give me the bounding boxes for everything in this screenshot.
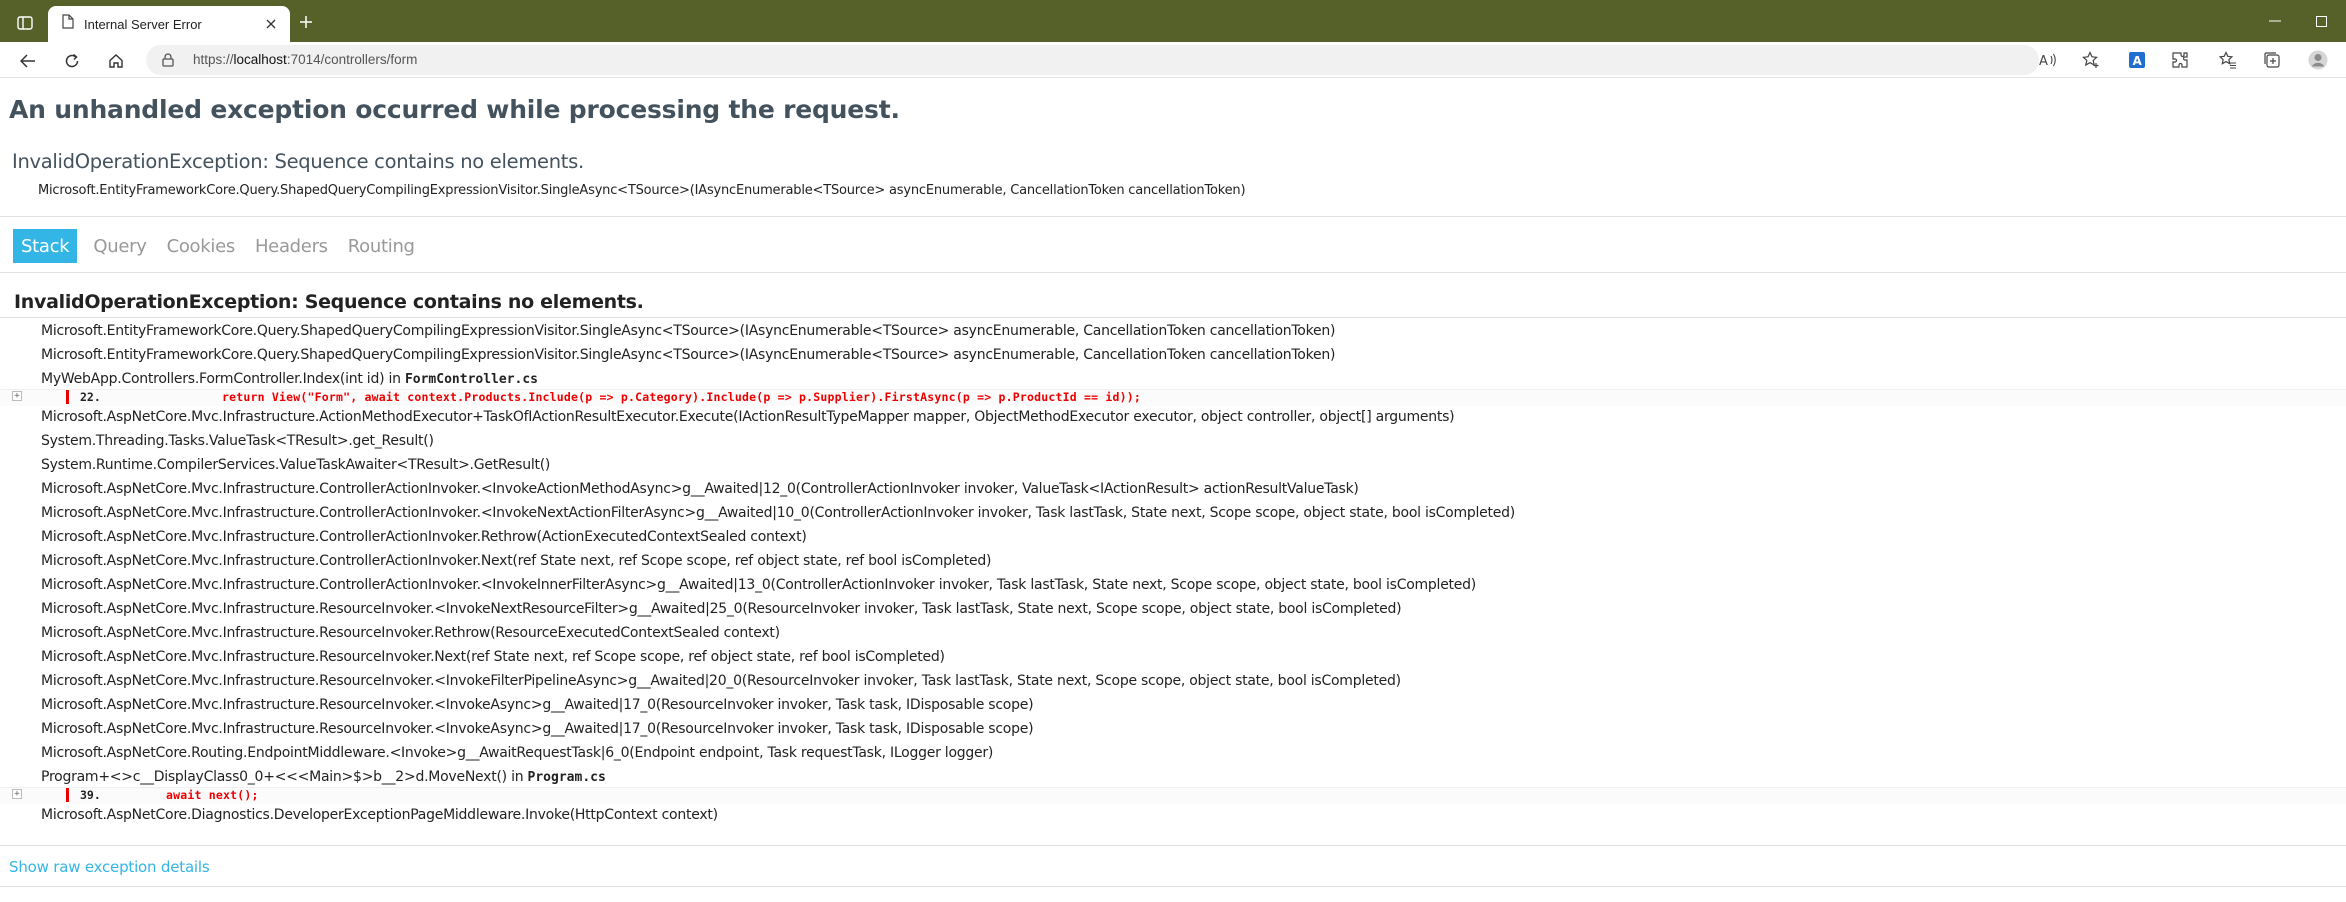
stack-frame [0,368,2346,389]
svg-text:A: A [2039,54,2048,67]
stack-frame-text [41,577,1476,593]
extensions-icon[interactable] [2168,48,2192,72]
lock-icon[interactable] [162,53,174,72]
frame-method: Microsoft.AspNetCore.Mvc.Infrastructure.ControllerActionInvoker.<InvokeActionMethodAsync>g__Awaited|12_0(ControllerActionInvoker invoker, ValueTask<IActionResult> actionResultValueTask) [41,481,1359,497]
frame-method: Microsoft.AspNetCore.Routing.EndpointMiddleware.<Invoke>g__AwaitRequestTask|6_0(Endpoint endpoint, Task requestTask, ILogger logger) [41,745,994,761]
profile-avatar-icon[interactable] [2306,48,2330,72]
error-line-marker [66,788,69,802]
favorites-icon[interactable] [2216,48,2240,72]
refresh-icon[interactable] [59,48,85,74]
stack-frame [0,550,2346,574]
stack-frame [0,454,2346,478]
address-bar[interactable] [146,45,2048,75]
source-line-number: 22. [80,390,101,404]
stack-frame [0,344,2346,368]
home-icon[interactable] [103,48,129,74]
stack-frame [0,574,2346,598]
stack-frame [0,430,2346,454]
svg-text:A: A [2132,54,2142,68]
frame-method: Microsoft.AspNetCore.Mvc.Infrastructure.ResourceInvoker.<InvokeAsync>g__Awaited|17_0(ResourceInvoker invoker, Task task, IDisposable scope) [41,721,1034,737]
frame-method: Microsoft.AspNetCore.Mvc.Infrastructure.ResourceInvoker.Rethrow(ResourceExecutedContextSealed context) [41,625,780,641]
frame-method: MyWebApp.Controllers.FormController.Index(int id) in [41,371,405,387]
url-host: localhost [233,52,287,67]
browser-toolbar [0,42,2346,78]
stack-frame [0,742,2346,766]
stack-frame [0,670,2346,694]
stack-frame-text [41,433,434,449]
frame-method: Microsoft.AspNetCore.Mvc.Infrastructure.ResourceInvoker.<InvokeFilterPipelineAsync>g__Awaited|20_0(ResourceInvoker invoker, Task lastTask, State next, Scope scope, object state, bool isCompleted) [41,673,1401,689]
stack-frame [0,622,2346,646]
frame-method: System.Threading.Tasks.ValueTask<TResult>.get_Result() [41,433,434,449]
expand-source-icon[interactable]: + [12,391,22,401]
tab-actions-icon[interactable] [10,10,40,36]
stack-frame [0,478,2346,502]
stack-frame-text [41,529,807,545]
frame-method: Microsoft.AspNetCore.Diagnostics.DeveloperExceptionPageMiddleware.Invoke(HttpContext context) [41,807,718,823]
new-tab-icon[interactable] [296,12,316,32]
stack-frame [0,598,2346,622]
divider [0,886,2346,887]
stack-frame-text [41,409,1454,425]
url-scheme: https:// [193,52,234,67]
back-icon[interactable] [15,48,41,74]
divider [0,216,2346,217]
frame-method: Microsoft.AspNetCore.Mvc.Infrastructure.ControllerActionInvoker.<InvokeNextActionFilterAsync>g__Awaited|10_0(ControllerActionInvoker invoker, Task lastTask, State next, Scope scope, object state, bool isCompleted) [41,505,1515,521]
stack-frame-text [41,697,1033,713]
divider [0,845,2346,846]
show-raw-exception-link[interactable]: Show raw exception details [9,858,210,876]
exception-summary: InvalidOperationException: Sequence contains no elements. [12,150,584,173]
stack-frame-text [41,553,991,569]
stack-frame-text [41,347,1335,363]
divider [0,317,2346,318]
translator-extension-icon[interactable] [2125,48,2149,72]
stack-frame [0,718,2346,742]
stack-frame [0,502,2346,526]
source-code-line [0,787,2346,804]
tab-query[interactable]: Query [93,235,147,257]
stack-frame [0,526,2346,550]
stack-frames [0,320,2346,828]
stack-frame-text [41,769,606,785]
tab-title: Internal Server Error [84,16,202,32]
stack-frame-text [41,745,993,761]
url-path: :7014/controllers/form [286,52,418,67]
stack-frame-text [41,625,780,641]
url-text[interactable] [193,52,417,67]
stack-frame [0,804,2346,828]
stack-frame [0,766,2346,787]
frame-method: Microsoft.AspNetCore.Mvc.Infrastructure.ControllerActionInvoker.Next(ref State next, ref Scope scope, ref object state, ref bool isCompleted) [41,553,992,569]
stack-frame-text [41,481,1359,497]
stack-heading: InvalidOperationException: Sequence contains no elements. [14,291,644,313]
tab-headers[interactable]: Headers [254,235,328,257]
frame-method: Microsoft.AspNetCore.Mvc.Infrastructure.ResourceInvoker.Next(ref State next, ref Scope scope, ref object state, ref bool isCompleted) [41,649,945,665]
browser-tab-active[interactable] [48,6,290,42]
frame-method: Microsoft.AspNetCore.Mvc.Infrastructure.ControllerActionInvoker.Rethrow(ActionExecutedContextSealed context) [41,529,807,545]
collections-icon[interactable] [2260,48,2284,72]
stack-frame [0,694,2346,718]
frame-method: Microsoft.EntityFrameworkCore.Query.ShapedQueryCompilingExpressionVisitor.SingleAsync<TSource>(IAsyncEnumerable<TSource> asyncEnumerable, CancellationToken cancellationToken) [41,347,1336,363]
error-tabs [13,229,427,263]
close-tab-icon[interactable] [262,15,280,33]
stack-frame-text [41,807,718,823]
source-code-line [0,389,2346,406]
frame-method: Microsoft.AspNetCore.Mvc.Infrastructure.ActionMethodExecutor+TaskOfIActionResultExecutor.Execute(IActionResultTypeMapper mapper, ObjectMethodExecutor executor, object controller, object[] arguments) [41,409,1455,425]
stack-frame [0,320,2346,344]
stack-frame-text [41,721,1033,737]
stack-frame-text [41,601,1401,617]
frame-source-file: FormController.cs [404,372,539,387]
source-line-code: await next(); [166,788,259,802]
stack-frame [0,406,2346,430]
stack-frame-text [41,649,945,665]
tab-routing[interactable]: Routing [347,235,415,257]
expand-source-icon[interactable]: + [12,789,22,799]
stack-frame-text [41,673,1401,689]
stack-frame-text [41,505,1515,521]
error-page [0,80,2346,902]
divider [0,272,2346,273]
frame-method: Microsoft.AspNetCore.Mvc.Infrastructure.ResourceInvoker.<InvokeAsync>g__Awaited|17_0(ResourceInvoker invoker, Task task, IDisposable scope) [41,697,1034,713]
tab-stack[interactable]: Stack [13,229,77,263]
read-aloud-icon[interactable] [2038,50,2058,70]
stack-frame-text [41,323,1335,339]
frame-source-file: Program.cs [527,770,606,785]
tab-cookies[interactable]: Cookies [166,235,235,257]
source-line-code: return View("Form", await context.Products.Include(p => p.Category).Include(p => p.Supplier).FirstAsync(p => p.ProductId == id)); [222,390,1141,404]
frame-method: Program+<>c__DisplayClass0_0+<<<Main>$>b__2>d.MoveNext() in [41,769,528,785]
error-line-marker [66,390,69,404]
add-favorite-icon[interactable] [2081,50,2101,70]
stack-frame [0,646,2346,670]
frame-method: System.Runtime.CompilerServices.ValueTaskAwaiter<TResult>.GetResult() [41,457,551,473]
minimize-icon[interactable] [2252,0,2298,42]
page-icon [62,14,74,34]
stack-frame-text [41,457,550,473]
source-line-number: 39. [80,788,101,802]
frame-method: Microsoft.EntityFrameworkCore.Query.ShapedQueryCompilingExpressionVisitor.SingleAsync<TSource>(IAsyncEnumerable<TSource> asyncEnumerable, CancellationToken cancellationToken) [41,323,1336,339]
page-title: An unhandled exception occurred while processing the request. [9,95,900,124]
exception-location: Microsoft.EntityFrameworkCore.Query.ShapedQueryCompilingExpressionVisitor.SingleAsync<TSource>(IAsyncEnumerable<TSource> asyncEnumerable, CancellationToken cancellationToken) [38,183,1246,198]
frame-method: Microsoft.AspNetCore.Mvc.Infrastructure.ResourceInvoker.<InvokeNextResourceFilter>g__Awaited|25_0(ResourceInvoker invoker, Task lastTask, State next, Scope scope, object state, bool isCompleted) [41,601,1402,617]
stack-frame-text [41,371,538,387]
maximize-icon[interactable] [2298,0,2344,42]
browser-titlebar [0,0,2346,42]
frame-method: Microsoft.AspNetCore.Mvc.Infrastructure.ControllerActionInvoker.<InvokeInnerFilterAsync>g__Awaited|13_0(ControllerActionInvoker invoker, Task lastTask, State next, Scope scope, object state, bool isCompleted) [41,577,1477,593]
